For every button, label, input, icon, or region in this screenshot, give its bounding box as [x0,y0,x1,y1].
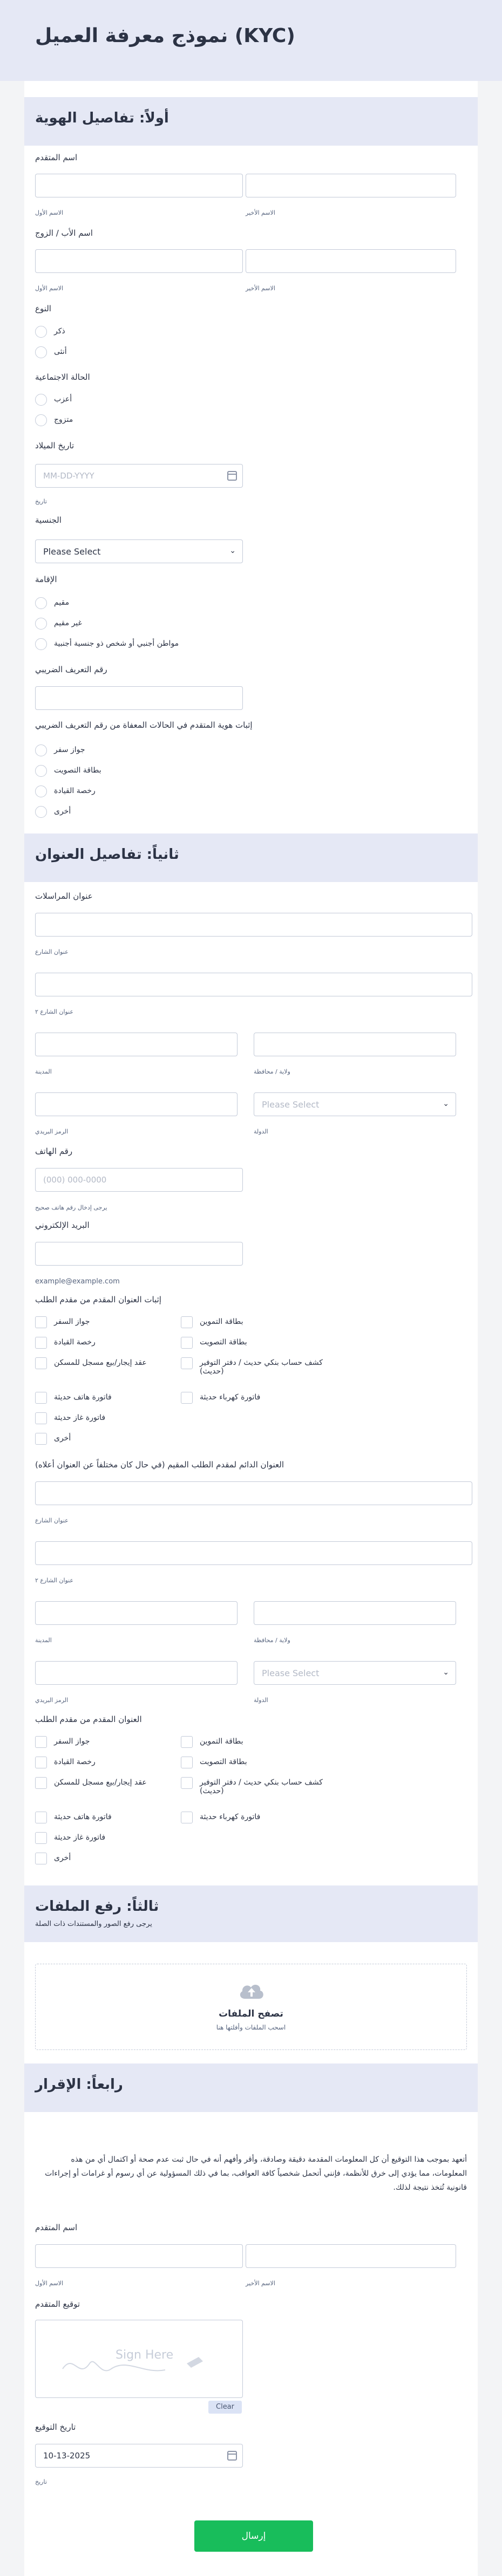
email-input[interactable] [35,1242,243,1266]
check-option: كشف حساب بنكي حديث / دفتر التوفير (حديث) [200,1358,323,1376]
nationality-label: الجنسية [35,515,62,525]
section-declaration-header [24,2063,478,2112]
corr-street1-input[interactable] [35,913,472,937]
submit-button[interactable]: إرسال [194,2520,313,2552]
proof-option: جواز سفر [54,746,85,754]
check-other[interactable] [35,1433,47,1445]
check-option: فاتورة هاتف حديثة [54,1393,112,1402]
section-title: رابعاً: الإقرار [35,2076,123,2093]
check-option: فاتورة هاتف حديثة [54,1813,112,1821]
check2-passport[interactable] [35,1736,47,1748]
marital-radio-married[interactable] [35,414,47,426]
file-upload-dropzone[interactable] [35,1964,467,2050]
check2-phone-bill[interactable] [35,1812,47,1823]
country-value: Please Select [262,1099,320,1110]
gender-option: أنثى [54,347,67,356]
check2-electric[interactable] [181,1812,193,1823]
parent-last-input[interactable] [246,249,456,273]
marital-radio-single[interactable] [35,394,47,406]
tax-id-label: رقم التعريف الضريبي [35,665,107,674]
first-name-sub: الاسم الأول [35,2280,63,2287]
signature-pad[interactable] [35,2320,243,2398]
parent-name-label: اسم الأب / الزوج [35,228,93,238]
decl-first-name-input[interactable] [35,2244,243,2268]
check2-lease[interactable] [35,1777,47,1789]
permanent-address-label: العنوان الدائم لمقدم الطلب المقيم (في حال كان مختلفاً عن العنوان أعلاه) [35,1460,284,1470]
perm-zip-input[interactable] [35,1661,238,1685]
check2-license[interactable] [35,1757,47,1768]
clear-signature-button[interactable]: Clear [208,2401,242,2414]
last-name-sub: الاسم الأخير [246,2280,275,2287]
corr-city-input[interactable] [35,1033,238,1056]
zip-sub: الرمز البريدي [35,1697,69,1704]
check-bank[interactable] [181,1357,193,1369]
first-name-sub: الاسم الأول [35,209,63,216]
nationality-value: Please Select [43,546,101,557]
decl-last-name-input[interactable] [246,2244,456,2268]
calendar-icon[interactable] [227,471,237,481]
check-option: فاتورة غاز حديثة [54,1833,106,1842]
check-gas-bill[interactable] [35,1412,47,1424]
parent-first-input[interactable] [35,249,243,273]
proof-radio-license[interactable] [35,785,47,797]
sign-date-label: تاريخ التوقيع [35,2422,76,2432]
form-title: نموذج معرفة العميل (KYC) [35,25,295,47]
state-sub: ولاية / محافظة [254,1637,290,1644]
section-title: أولاً: تفاصيل الهوية [35,110,169,126]
marital-option: متزوج [54,415,73,424]
parent-last-sub: الاسم الأخير [246,285,275,292]
form-header [0,0,502,81]
check-passport[interactable] [35,1316,47,1328]
check-electric[interactable] [181,1392,193,1404]
country-sub: الدولة [254,1697,268,1704]
sign-date-sub: تاريخ [35,2478,47,2485]
check2-gas-bill[interactable] [35,1832,47,1844]
dob-input[interactable] [35,464,243,488]
check-option: بطاقة التصويت [200,1338,247,1347]
gender-option: ذكر [54,327,65,336]
check-option: أخرى [54,1434,71,1443]
corr-street2-input[interactable] [35,973,472,996]
corr-address-label: عنوان المراسلات [35,891,93,901]
check-option: جواز السفر [54,1317,90,1326]
check-license[interactable] [35,1337,47,1349]
phone-placeholder: (000) 000-0000 [43,1175,107,1185]
section-upload-header [24,1885,478,1942]
nationality-select[interactable] [35,539,243,563]
check-voter[interactable] [181,1337,193,1349]
parent-first-sub: الاسم الأول [35,285,63,292]
residence-radio-nonresident[interactable] [35,618,47,630]
declaration-applicant-label: اسم المتقدم [35,2223,78,2232]
residence-radio-foreign[interactable] [35,638,47,650]
country-value: Please Select [262,1668,320,1678]
chevron-down-icon: ⌄ [229,546,236,555]
sign-date-input[interactable] [35,2444,243,2468]
zip-sub: الرمز البريدي [35,1128,69,1135]
state-sub: ولاية / محافظة [254,1068,290,1075]
chevron-down-icon: ⌄ [443,1099,449,1108]
check-option: عقد إيجار/بيع مسجل للمسكن [54,1778,147,1787]
check-option: فاتورة غاز حديثة [54,1413,106,1422]
proof-option: بطاقة التصويت [54,766,101,775]
perm-country-select[interactable] [254,1661,456,1685]
phone-label: رقم الهاتف [35,1146,73,1156]
drag-drop-text: اسحب الملفات وأفلتها هنا [216,2024,286,2031]
check-option: بطاقة التموين [200,1317,243,1326]
residence-option: غير مقيم [54,619,82,627]
marital-option: أعزب [54,395,72,404]
check-option: رخصة القيادة [54,1758,96,1766]
check2-voter[interactable] [181,1757,193,1768]
section-title: ثانياً: تفاصيل العنوان [35,846,179,863]
check-option: رخصة القيادة [54,1338,96,1347]
sign-date-value: 10-13-2025 [43,2451,91,2461]
first-name-input[interactable] [35,174,243,197]
section-title: ثالثاً: رفع الملفات [35,1898,159,1915]
last-name-sub: الاسم الأخير [246,209,275,216]
dob-placeholder: MM-DD-YYYY [43,471,94,481]
check-lease[interactable] [35,1357,47,1369]
proof-radio-other[interactable] [35,806,47,818]
city-sub: المدينة [35,1637,52,1644]
perm-street2-input[interactable] [35,1541,472,1565]
tax-id-input[interactable] [35,686,243,710]
gender-radio-male[interactable] [35,326,47,338]
declaration-text: أتعهد بموجب هذا التوقيع أن كل المعلومات المقدمة دقيقة وصادقة، وأقر وأفهم أنه في حال ثبت عدم صحة أو اكتمال أي من هذه المعلومات، مما يؤدي إلى خرق للأنظمة، فإنني أتحمل شخصياً كافة العواقب، بما في ذلك المسؤولية عن أي رسوم أو غرامات أو إجراءات قانونية تُتخذ نتيجة لذلك. [45,2155,467,2192]
corr-country-select[interactable] [254,1092,456,1116]
check-option: بطاقة التموين [200,1737,243,1746]
phone-input[interactable] [35,1168,243,1192]
perm-city-input[interactable] [35,1601,238,1625]
residence-label: الإقامة [35,575,57,584]
browse-files-text[interactable]: تصفح الملفات [219,2008,283,2019]
form-card [24,81,478,2576]
sign-here-text: Sign Here [116,2348,174,2362]
proof-option: رخصة القيادة [54,787,96,795]
identity-proof-label: إثبات هوية المتقدم في الحالات المعفاة من رقم التعريف الضريبي [35,720,253,730]
check2-ration[interactable] [181,1736,193,1748]
street2-sub: عنوان الشارع ٢ [35,1577,74,1584]
chevron-down-icon: ⌄ [443,1668,449,1677]
email-label: البريد الإلكتروني [35,1220,90,1230]
gender-radio-female[interactable] [35,346,47,358]
dob-label: تاريخ الميلاد [35,441,74,450]
dob-sub: تاريخ [35,498,47,505]
signature-label: توقيع المتقدم [35,2299,80,2309]
check2-bank[interactable] [181,1777,193,1789]
calendar-icon[interactable] [227,2451,237,2461]
check-option: كشف حساب بنكي حديث / دفتر التوفير (حديث) [200,1778,323,1795]
check2-other[interactable] [35,1853,47,1864]
check-option: أخرى [54,1854,71,1862]
check-option: عقد إيجار/بيع مسجل للمسكن [54,1358,147,1367]
perm-street1-input[interactable] [35,1481,472,1505]
cloud-upload-icon [238,1980,266,2000]
email-sub: example@example.com [35,1277,120,1286]
check-option: فاتورة كهرباء حديثة [200,1813,261,1821]
check-option: فاتورة كهرباء حديثة [200,1393,261,1402]
last-name-input[interactable] [246,174,456,197]
section-identity-header [24,97,478,146]
applicant-name-label: اسم المتقدم [35,153,78,162]
proof-option: أخرى [54,807,71,816]
address-proof2-label: العنوان المقدم من مقدم الطلب [35,1714,142,1724]
gender-label: النوع [35,304,51,313]
section-address-header [24,833,478,882]
street1-sub: عنوان الشارع [35,1517,69,1524]
check-phone-bill[interactable] [35,1392,47,1404]
city-sub: المدينة [35,1068,52,1075]
street2-sub: عنوان الشارع ٢ [35,1008,74,1015]
check-ration[interactable] [181,1316,193,1328]
country-sub: الدولة [254,1128,268,1135]
address-proof-label: إثبات العنوان المقدم من مقدم الطلب [35,1295,161,1304]
proof-radio-voter[interactable] [35,765,47,777]
street1-sub: عنوان الشارع [35,948,69,955]
section-subtitle: يرجى رفع الصور والمستندات ذات الصلة [35,1920,152,1928]
residence-option: مواطن أجنبي أو شخص ذو جنسية أجنبية [54,639,179,648]
residence-option: مقيم [54,598,70,607]
check-option: جواز السفر [54,1737,90,1746]
corr-zip-input[interactable] [35,1092,238,1116]
proof-radio-passport[interactable] [35,744,47,756]
residence-radio-resident[interactable] [35,597,47,609]
perm-state-input[interactable] [254,1601,456,1625]
phone-sub: يرجى إدخال رقم هاتف صحيح [35,1204,107,1211]
corr-state-input[interactable] [254,1033,456,1056]
check-option: بطاقة التصويت [200,1758,247,1766]
marital-label: الحالة الاجتماعية [35,372,90,382]
